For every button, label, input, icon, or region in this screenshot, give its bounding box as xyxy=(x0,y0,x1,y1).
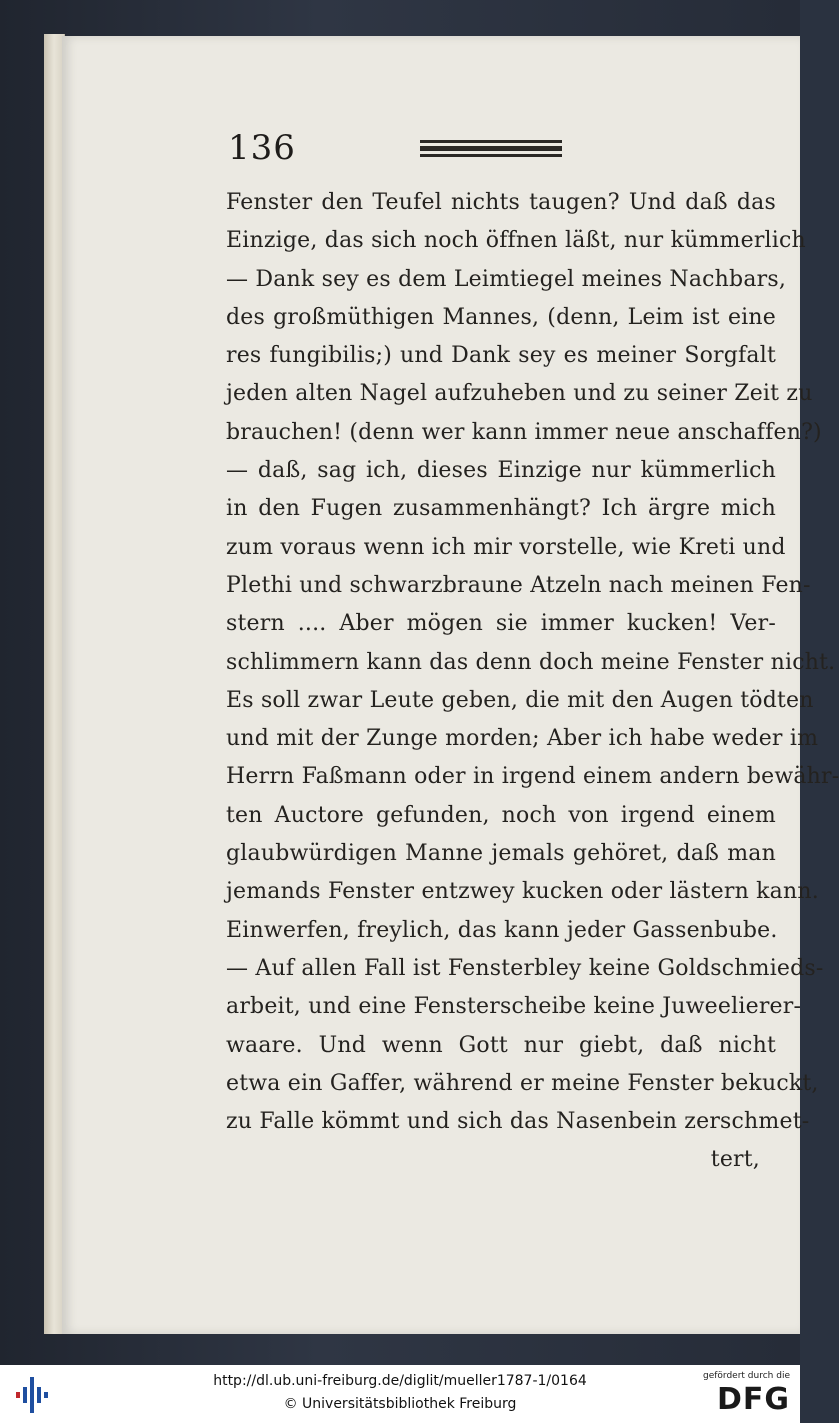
text-line: schlimmern kann das denn doch meine Fenster nicht. xyxy=(226,649,836,675)
text-line: ten Auctore gefunden, noch von irgend einem xyxy=(226,802,776,828)
source-url-link[interactable]: http://dl.ub.uni-freiburg.de/diglit/mueller1787-1/0164 xyxy=(213,1373,587,1389)
copyright-text: © Universitätsbibliothek Freiburg xyxy=(283,1396,517,1412)
page-number: 136 xyxy=(228,128,296,168)
funding-label: gefördert durch die xyxy=(703,1371,790,1381)
text-line: glaubwürdigen Manne jemals gehöret, daß man xyxy=(226,841,776,867)
text-line: etwa ein Gaffer, während er meine Fenster bekuckt, xyxy=(226,1070,819,1096)
text-line: zum voraus wenn ich mir vorstelle, wie Kreti und xyxy=(226,534,786,560)
text-line: Es soll zwar Leute geben, die mit den Augen tödten xyxy=(226,687,814,713)
text-line: res fungibilis;) und Dank sey es meiner Sorgfalt xyxy=(226,343,776,369)
page-text xyxy=(226,184,839,1180)
text-line: des großmüthigen Mannes, (denn, Leim ist eine xyxy=(226,304,776,330)
text-line: brauchen! (denn wer kann immer neue anschaffen?) xyxy=(226,419,822,445)
text-line: — Auf allen Fall ist Fensterbley keine Goldschmieds- xyxy=(226,955,824,981)
text-line: — Dank sey es dem Leimtiegel meines Nachbars, xyxy=(226,266,787,292)
text-line: Fenster den Teufel nichts taugen? Und daß das xyxy=(226,190,776,215)
text-line: jeden alten Nagel aufzuheben und zu seiner Zeit zu xyxy=(226,381,813,407)
text-line: — daß, sag ich, dieses Einzige nur kümmerlich xyxy=(226,458,776,484)
text-line: Einzige, das sich noch öffnen läßt, nur kümmerlich xyxy=(226,228,806,254)
footer-bar xyxy=(0,1365,800,1423)
text-line: stern .... Aber mögen sie immer kucken! Ver- xyxy=(226,611,776,637)
text-line: Herrn Faßmann oder in irgend einem andern bewähr- xyxy=(226,764,839,790)
text-line: waare. Und wenn Gott nur giebt, daß nicht xyxy=(226,1032,776,1058)
text-line: arbeit, und eine Fensterscheibe keine Juweelierer- xyxy=(226,994,802,1020)
text-line: zu Falle kömmt und sich das Nasenbein zerschmet- xyxy=(226,1109,810,1135)
dfg-logo: DFG xyxy=(716,1382,790,1417)
text-line: und mit der Zunge morden; Aber ich habe weder im xyxy=(226,726,819,752)
text-line: Plethi und schwarzbraune Atzeln nach meinen Fen- xyxy=(226,572,811,598)
text-line: in den Fugen zusammenhängt? Ich ärgre mich xyxy=(226,496,776,522)
text-line: Einwerfen, freylich, das kann jeder Gassenbube. xyxy=(226,917,778,943)
text-line: jemands Fenster entzwey kucken oder lästern kann. xyxy=(226,879,819,905)
catchword: tert, xyxy=(710,1147,760,1173)
header-ornament xyxy=(420,138,562,160)
